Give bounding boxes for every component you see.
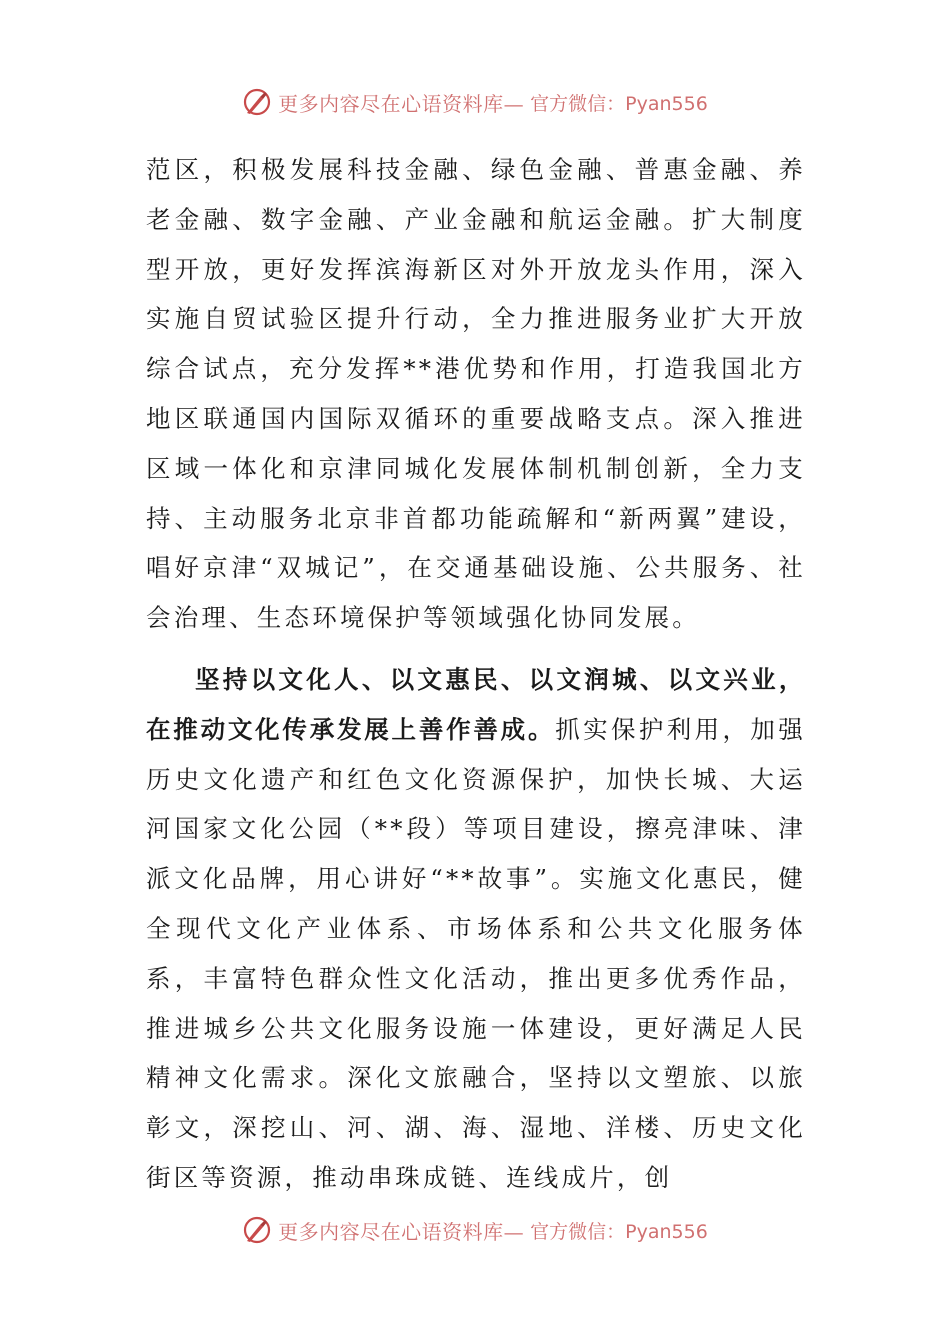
document-body [146, 145, 806, 1203]
watermark-text: 更多内容尽在心语资料库— [278, 91, 525, 116]
paragraph-text: 抓实保护利用，加强历史文化遗产和红色文化资源保护，加快长城、大运河国家文化公园（**段）等项目建设，擦亮津味、津派文化品牌，用心讲好“**故事”。实施文化惠民，健全现代文化产业体系、市场体系和公共文化服务体系，丰富特色群众性文化活动，推出更多优秀作品，推进城乡公共文化服务设施一体建设，更好满足人民精神文化需求。深化文旅融合，坚持以文塑旅、以旅彰文，深挖山、河、湖、海、湿地、洋楼、历史文化街区等资源，推动串珠成链、连线成片，创 [146, 714, 806, 1192]
header-watermark [0, 82, 950, 122]
watermark-wechat: 官方微信：Pyan556 [530, 92, 708, 115]
paragraph-heading: 坚持以文化人、以文惠民、以文润城、以文兴业，在推动文化传承发展上善作善成。 [146, 664, 806, 744]
watermark-wechat: 官方微信：Pyan556 [530, 1220, 708, 1243]
footer-watermark [0, 1210, 950, 1250]
paragraph-text: 范区，积极发展科技金融、绿色金融、普惠金融、养老金融、数字金融、产业金融和航运金融。扩大制度型开放，更好发挥滨海新区对外开放龙头作用，深入实施自贸试验区提升行动，全力推进服务业扩大开放综合试点，充分发挥**港优势和作用，打造我国北方地区联通国内国际双循环的重要战略支点。深入推进区域一体化和京津同城化发展体制机制创新，全力支持、主动服务北京非首都功能疏解和“新两翼”建设，唱好京津“双城记”，在交通基础设施、公共服务、社会治理、生态环境保护等领域强化协同发展。 [146, 155, 806, 633]
pen-in-circle-icon [242, 1215, 272, 1245]
watermark-text: 更多内容尽在心语资料库— [278, 1219, 525, 1244]
paragraph-finance [146, 145, 806, 643]
paragraph-culture [146, 655, 806, 1203]
pen-in-circle-icon [242, 87, 272, 117]
